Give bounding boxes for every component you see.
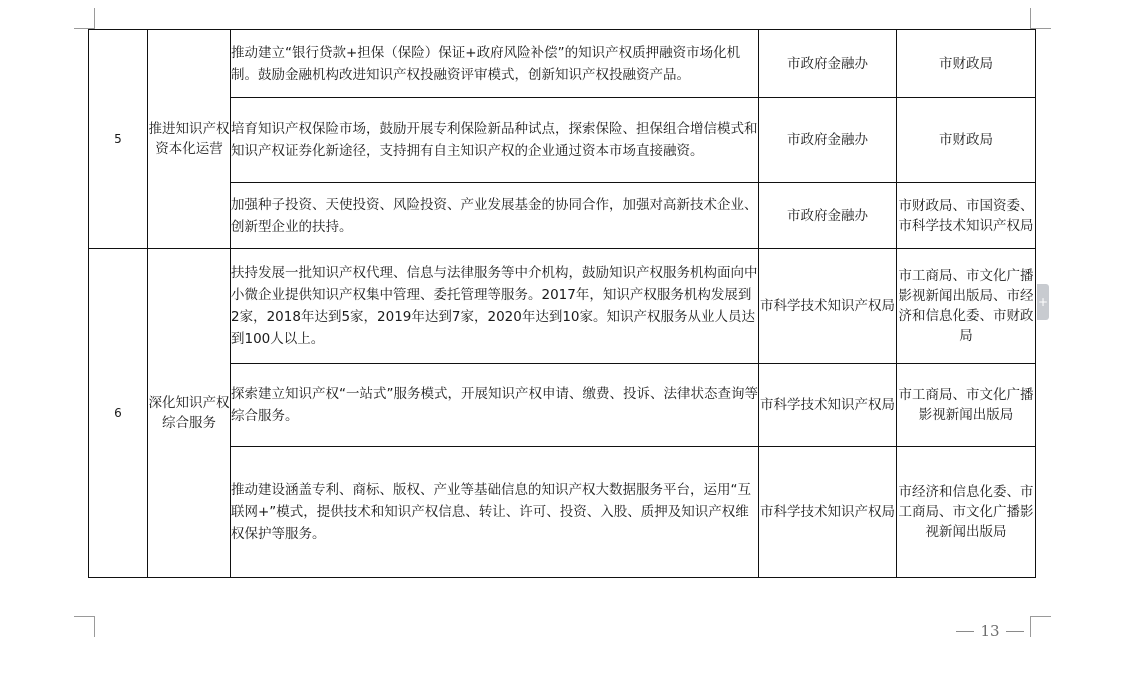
page-number-dash-left: [956, 631, 974, 632]
task-content: 培育知识产权保险市场，鼓励开展专利保险新品种试点，探索保险、担保组合增信模式和知识产权证券化新途径，支持拥有自主知识产权的企业通过资本市场直接融资。: [231, 98, 759, 183]
lead-department: 市科学技术知识产权局: [759, 364, 897, 447]
task-content: 加强种子投资、天使投资、风险投资、产业发展基金的协同合作，加强对高新技术企业、创新型企业的扶持。: [231, 183, 759, 249]
crop-mark-top-right: [1030, 8, 1051, 29]
table-row: [89, 249, 1036, 364]
cooperating-departments: 市财政局、市国资委、市科学技术知识产权局: [897, 183, 1036, 249]
task-title: 深化知识产权综合服务: [148, 249, 231, 578]
cooperating-departments: 市经济和信息化委、市工商局、市文化广播影视新闻出版局: [897, 447, 1036, 578]
task-content: 推动建立“银行贷款+担保（保险）保证+政府风险补偿”的知识产权质押融资市场化机制。鼓励金融机构改进知识产权投融资评审模式，创新知识产权投融资产品。: [231, 30, 759, 98]
table-row: [89, 183, 1036, 249]
table-row: [89, 98, 1036, 183]
page-number: [952, 621, 1028, 641]
table-row: [89, 30, 1036, 98]
lead-department: 市政府金融办: [759, 183, 897, 249]
lead-department: 市政府金融办: [759, 98, 897, 183]
cooperating-departments: 市财政局: [897, 30, 1036, 98]
task-table: [88, 29, 1036, 578]
task-content: 推动建设涵盖专利、商标、版权、产业等基础信息的知识产权大数据服务平台，运用“互联网+”模式，提供技术和知识产权信息、转让、许可、投资、入股、质押及知识产权维权保护等服务。: [231, 447, 759, 578]
cooperating-departments: 市工商局、市文化广播影视新闻出版局: [897, 364, 1036, 447]
row-number: 6: [89, 249, 148, 578]
table-row: [89, 447, 1036, 578]
cooperating-departments: 市财政局: [897, 98, 1036, 183]
task-content: 扶持发展一批知识产权代理、信息与法律服务等中介机构，鼓励知识产权服务机构面向中小微企业提供知识产权集中管理、委托管理等服务。2017年，知识产权服务机构发展到2家，2018年达到5家，2019年达到7家，2020年达到10家。知识产权服务从业人员达到100人以上。: [231, 249, 759, 364]
row-number: 5: [89, 30, 148, 249]
page-number-value: 13: [980, 622, 1000, 640]
lead-department: 市科学技术知识产权局: [759, 447, 897, 578]
task-content: 探索建立知识产权“一站式”服务模式，开展知识产权申请、缴费、投诉、法律状态查询等综合服务。: [231, 364, 759, 447]
lead-department: 市科学技术知识产权局: [759, 249, 897, 364]
crop-mark-bottom-right: [1030, 616, 1051, 637]
lead-department: 市政府金融办: [759, 30, 897, 98]
table-row: [89, 364, 1036, 447]
expand-plus-icon[interactable]: +: [1037, 284, 1049, 320]
crop-mark-bottom-left: [74, 616, 95, 637]
task-title: 推进知识产权资本化运营: [148, 30, 231, 249]
crop-mark-top-left: [74, 8, 95, 29]
page-number-dash-right: [1006, 631, 1024, 632]
cooperating-departments: 市工商局、市文化广播影视新闻出版局、市经济和信息化委、市财政局: [897, 249, 1036, 364]
